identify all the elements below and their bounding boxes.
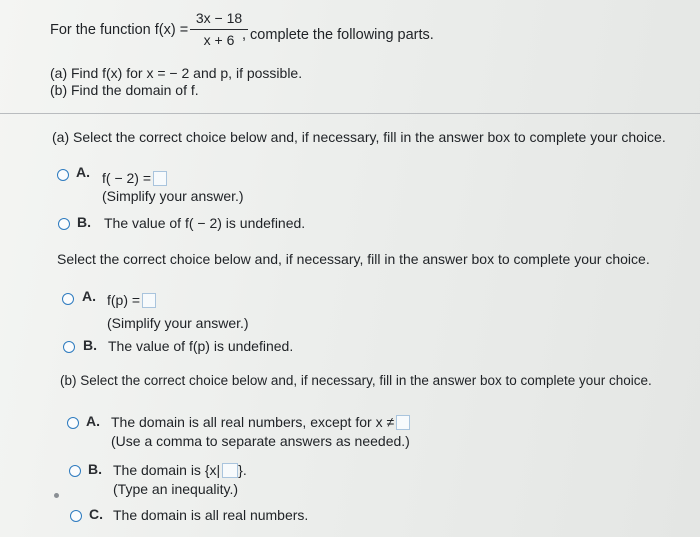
choice-a-row xyxy=(102,170,167,186)
choice-b-a-row xyxy=(111,414,410,430)
answer-box-inequality[interactable] xyxy=(222,463,238,478)
section-a2-instruction: Select the correct choice below and, if necessary, fill in the answer box to complete your choice. xyxy=(57,251,650,267)
choice-b-c-letter: C. xyxy=(89,506,103,522)
scroll-marker-dot xyxy=(54,493,59,498)
choice-a-radio[interactable] xyxy=(57,169,69,181)
choice-b-c-radio[interactable] xyxy=(70,510,82,522)
section-divider xyxy=(0,113,700,114)
fraction-numerator: 3x − 18 xyxy=(195,10,243,26)
choice-b2-letter: B. xyxy=(83,337,97,353)
choice-b-text: The value of f( − 2) is undefined. xyxy=(104,215,306,231)
function-fraction xyxy=(188,10,250,50)
part-b-prompt: (b) Find the domain of f. xyxy=(50,82,199,98)
choice-b-b-letter: B. xyxy=(88,461,102,477)
part-a-prompt: (a) Find f(x) for x = − 2 and p, if possible. xyxy=(50,65,303,81)
answer-box-f-neg2[interactable] xyxy=(153,171,167,186)
choice-b-b-row xyxy=(113,462,247,478)
answer-box-f-p[interactable] xyxy=(142,293,156,308)
choice-a2-letter: A. xyxy=(82,288,96,304)
choice-b-b-text-after: }. xyxy=(238,462,247,478)
choice-a-hint: (Simplify your answer.) xyxy=(102,188,244,204)
choice-b-a-hint: (Use a comma to separate answers as needed.) xyxy=(111,433,410,449)
choice-b2-text: The value of f(p) is undefined. xyxy=(108,338,294,354)
choice-b-letter: B. xyxy=(77,214,91,230)
choice-a2-hint: (Simplify your answer.) xyxy=(107,315,249,331)
fraction-bar xyxy=(190,29,248,30)
choice-b-b-text-before: The domain is {x| xyxy=(113,462,221,478)
choice-b-a-radio[interactable] xyxy=(67,417,79,429)
choice-b2-radio[interactable] xyxy=(63,341,75,353)
choice-b-a-text: The domain is all real numbers, except for x ≠ xyxy=(111,414,395,430)
choice-a-text: f( − 2) = xyxy=(102,170,152,186)
choice-b-radio[interactable] xyxy=(58,218,70,230)
choice-b-a-letter: A. xyxy=(86,413,100,429)
fraction-denominator: x + 6 xyxy=(203,32,235,48)
choice-b-b-radio[interactable] xyxy=(69,465,81,477)
choice-a2-text: f(p) = xyxy=(107,292,141,308)
function-intro-text: For the function f(x) = xyxy=(50,22,189,38)
function-trail-text: , complete the following parts. xyxy=(242,27,434,43)
answer-box-excluded-x[interactable] xyxy=(396,415,410,430)
choice-b-c-text: The domain is all real numbers. xyxy=(113,507,309,523)
section-b-instruction: (b) Select the correct choice below and, if necessary, fill in the answer box to complete your choice. xyxy=(60,373,652,388)
choice-b-b-hint: (Type an inequality.) xyxy=(113,481,239,497)
section-a-instruction: (a) Select the correct choice below and, if necessary, fill in the answer box to complete your choice. xyxy=(52,129,666,145)
choice-a2-row xyxy=(107,292,156,308)
choice-a2-radio[interactable] xyxy=(62,293,74,305)
choice-a-letter: A. xyxy=(76,164,90,180)
